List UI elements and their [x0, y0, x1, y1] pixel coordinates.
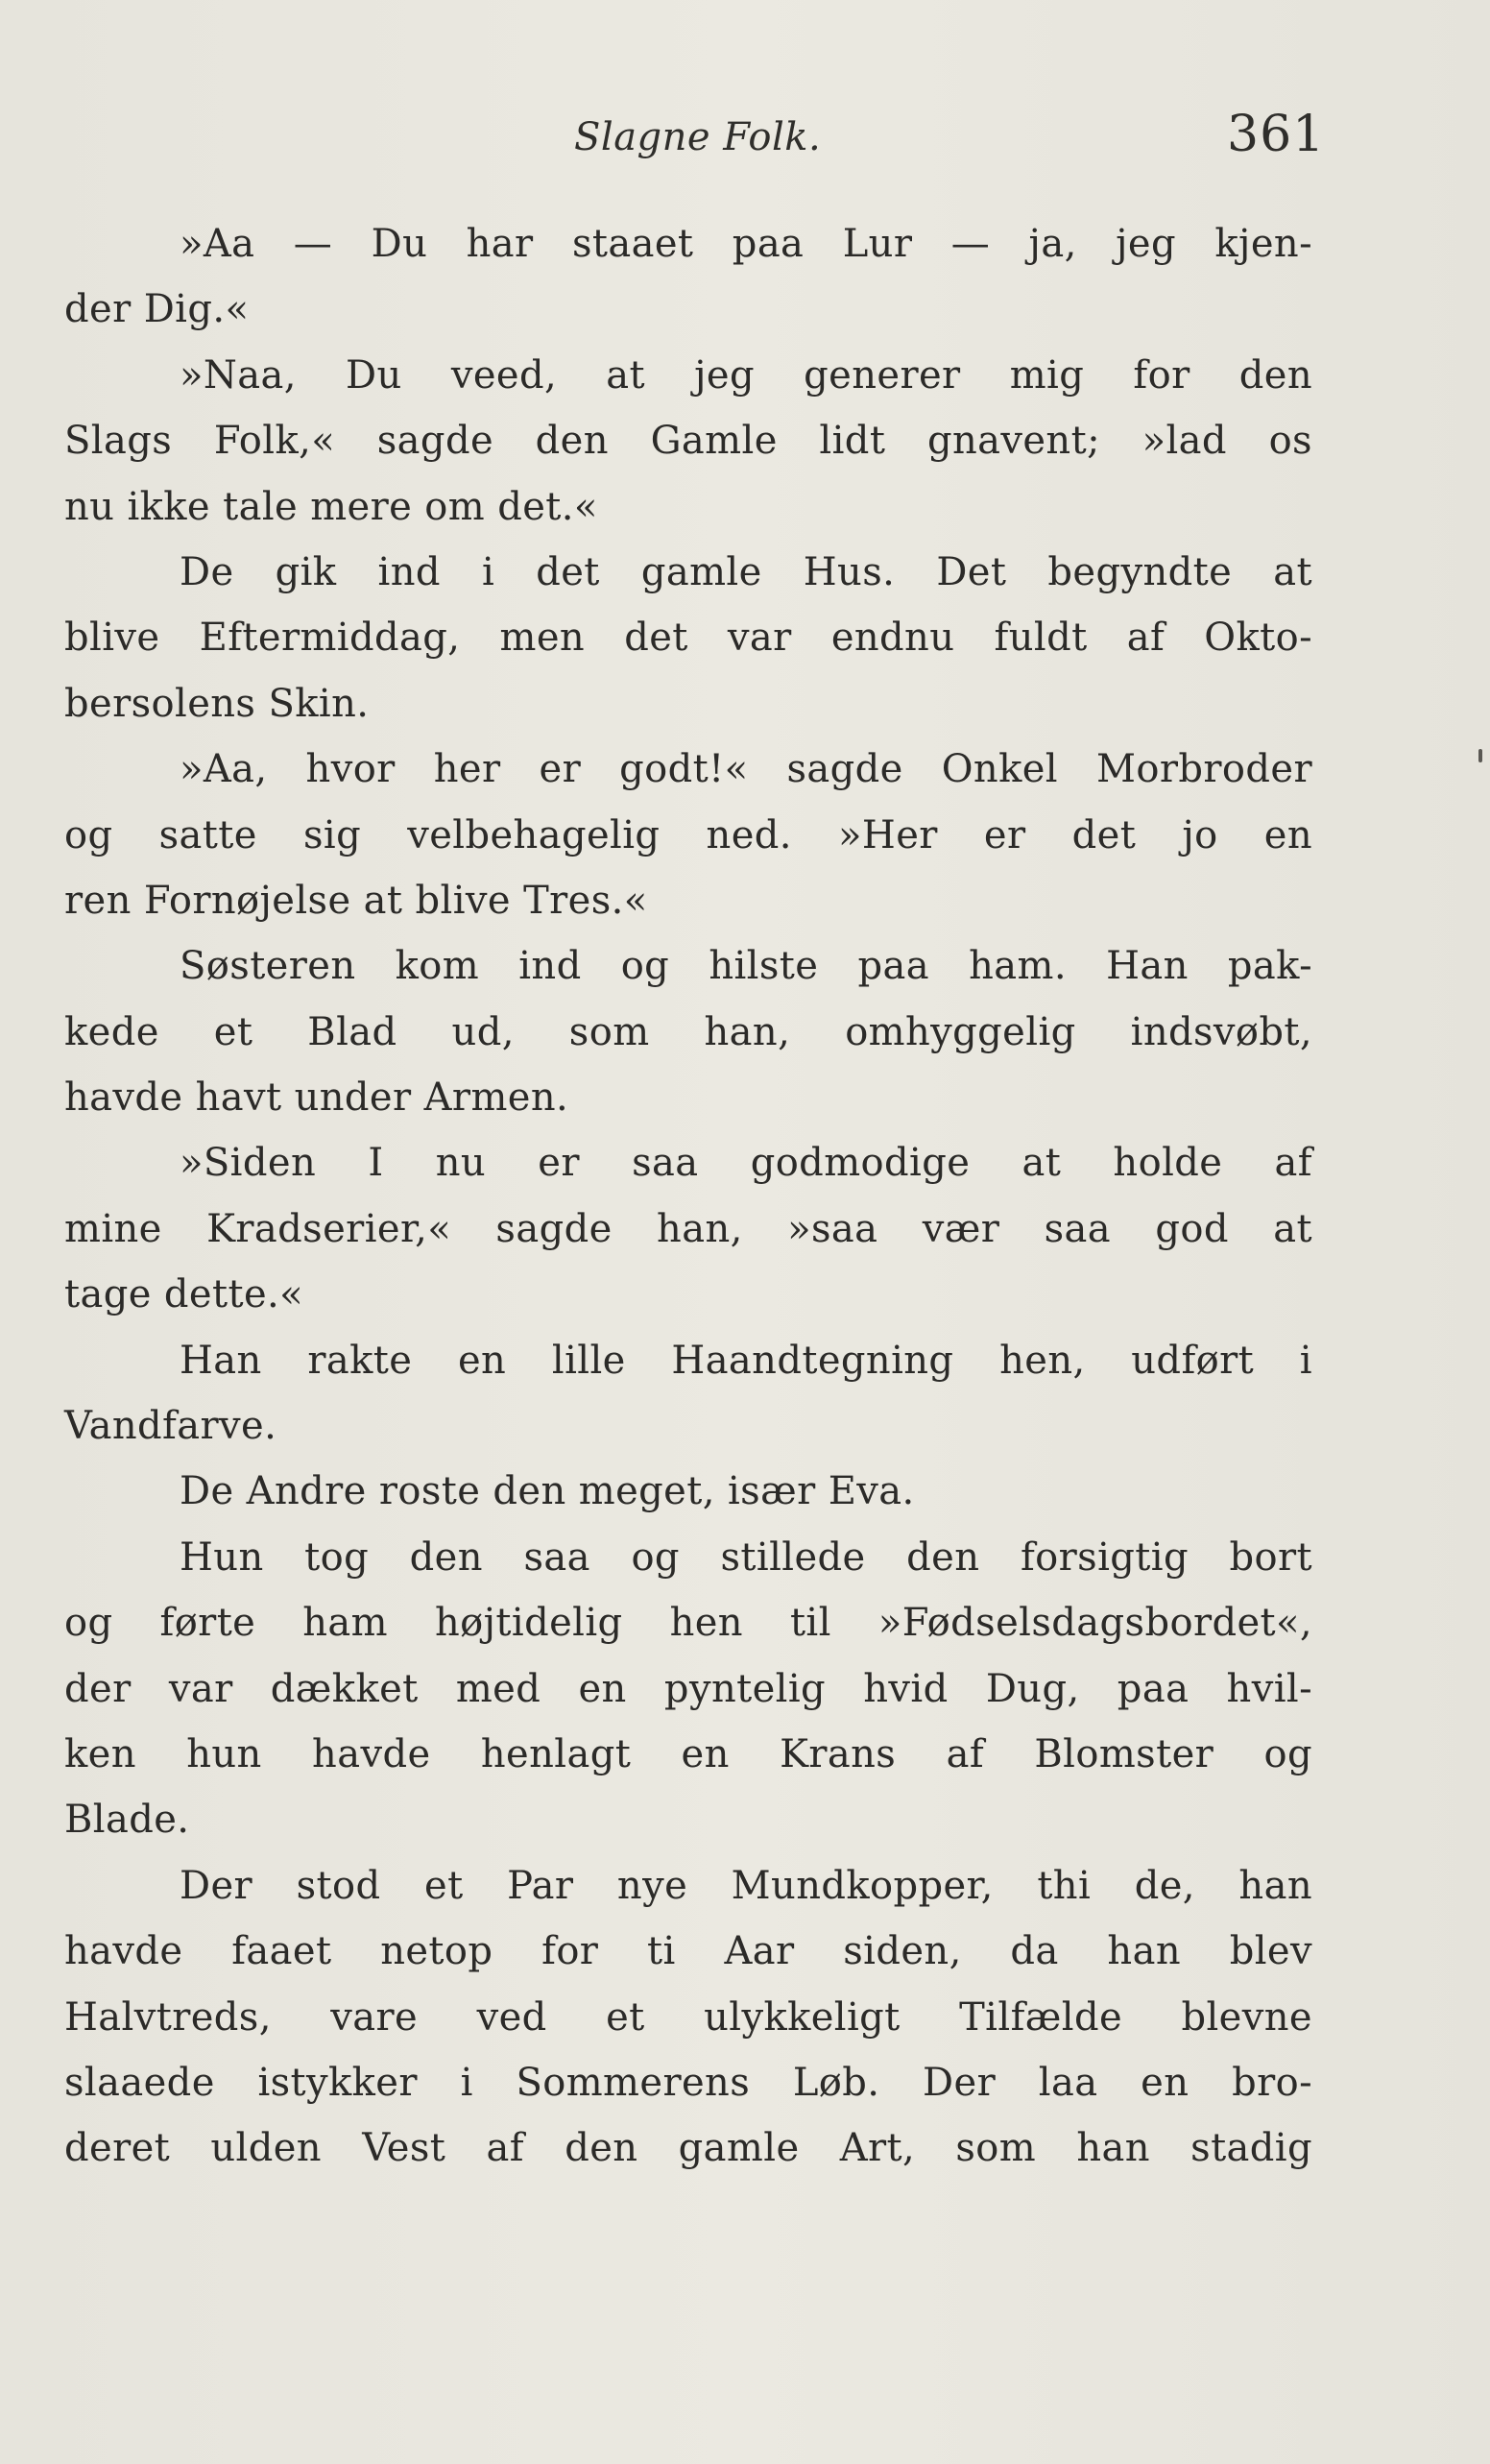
text-line: Søsteren kom ind og hilste paa ham. Han pak- [180, 944, 1312, 989]
text-line: »Aa — Du har staaet paa Lur — ja, jeg kjen- [180, 222, 1312, 266]
page-number: 361 [1227, 106, 1326, 163]
text-line: havde havt under Armen. [64, 1075, 569, 1121]
text-line: der Dig.« [64, 287, 250, 332]
text-line: nu ikke tale mere om det.« [64, 484, 598, 529]
text-line: ren Fornøjelse at blive Tres.« [64, 878, 648, 923]
text-line: havde faaet netop for ti Aar siden, da han blev [64, 1929, 1312, 1974]
text-line: kede et Blad ud, som han, omhyggelig indsvøbt, [64, 1009, 1312, 1054]
page-header [0, 104, 1490, 171]
text-line: Blade. [64, 1798, 190, 1843]
text-line: Slags Folk,« sagde den Gamle lidt gnavent; »lad os [64, 419, 1312, 464]
text-line: »Naa, Du veed, at jeg generer mig for den [180, 352, 1312, 398]
text-line: Hun tog den saa og stillede den forsigtig bort [180, 1534, 1312, 1580]
text-line: og førte ham højtidelig hen til »Fødselsdagsbordet«, [64, 1601, 1312, 1646]
text-line: »Siden I nu er saa godmodige at holde af [180, 1141, 1312, 1186]
text-line: Han rakte en lille Haandtegning hen, udført i [180, 1338, 1312, 1383]
text-line: tage dette.« [64, 1272, 303, 1317]
text-line: der var dækket med en pyntelig hvid Dug, paa hvil- [64, 1666, 1312, 1711]
page-edge-mark [1478, 749, 1482, 762]
text-line: slaaede istykker i Sommerens Løb. Der laa en bro- [64, 2060, 1312, 2105]
text-line: blive Eftermiddag, men det var endnu fuldt af Okto- [64, 616, 1312, 661]
body-text [64, 211, 1312, 2182]
text-line: ken hun havde henlagt en Krans af Blomster og [64, 1731, 1312, 1776]
text-line: deret ulden Vest af den gamle Art, som han stadig [64, 2126, 1312, 2171]
text-line: De gik ind i det gamle Hus. Det begyndte at [180, 549, 1312, 594]
text-line: Der stod et Par nye Mundkopper, thi de, han [180, 1863, 1312, 1908]
text-line: Vandfarve. [64, 1404, 277, 1449]
text-line: og satte sig velbehagelig ned. »Her er det jo en [64, 812, 1312, 858]
text-line: mine Kradserier,« sagde han, »saa vær saa god at [64, 1206, 1312, 1251]
text-line: Halvtreds, vare ved et ulykkeligt Tilfælde blevne [64, 1994, 1312, 2040]
text-line: »Aa, hvor her er godt!« sagde Onkel Morbroder [180, 747, 1312, 792]
text-line: De Andre roste den meget, især Eva. [180, 1469, 915, 1514]
text-line: bersolens Skin. [64, 681, 370, 726]
running-title: Slagne Folk. [574, 115, 822, 159]
